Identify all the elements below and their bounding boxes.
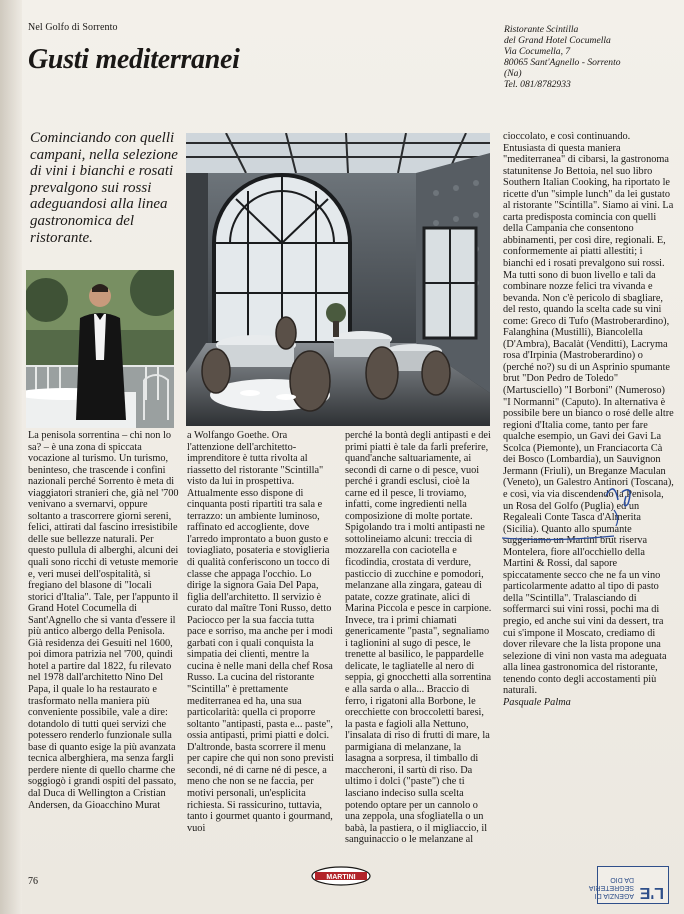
logo-text: MARTINI: [326, 874, 356, 881]
page-edge-shadow: [0, 0, 22, 914]
address-line: Ristorante Scintilla: [504, 24, 579, 35]
address-line: 80065 Sant'Agnello - Sorrento: [504, 57, 621, 68]
intro-pullquote: Cominciando con quelli campani, nella selezione di vini i bianchi e rosati prevalgono sui rossi adeguandosi alla linea gastronomica del ristorante.: [30, 130, 178, 246]
pen-annotation: [494, 440, 684, 550]
restaurant-address: [504, 24, 676, 90]
maitre-illustration: [26, 270, 174, 428]
stamp-caption: AGENZIA DI SEGRETERIA DA DIO: [589, 876, 634, 899]
restaurant-interior-photo: [186, 133, 490, 426]
maitre-photo: [26, 270, 174, 428]
author-signature: Pasquale Palma: [503, 696, 571, 708]
interior-illustration: [186, 133, 490, 426]
headline: Gusti mediterranei: [28, 44, 240, 75]
section-label: Nel Golfo di Sorrento: [28, 22, 118, 33]
address-line: Tel. 081/8782933: [504, 79, 571, 90]
martini-logo: [311, 866, 371, 886]
agency-stamp: [589, 866, 669, 904]
address-line: (Na): [504, 68, 522, 79]
stamp-mark: L'E: [639, 884, 664, 901]
article-column-3: perché la bontà degli antipasti e dei primi piatti è tale da farli preferire, quand'anche saltuariamente, ai secondi di carne o di pesce, vuoi perché i grandi esclusi, cioè la carne ed il pesce, li troviamo, infatti, come ingredienti nella composizione di molte portate. Spigolando tra i molti antipasti ne sottolineiamo alcuni: treccia di mozzarella con caciotella e ficodindia, crostata di verdure, pasticcio di zucchine e pomodori, melanzane alla zingara, gateau di patate, cozze gratinate, alici di Marina Piccola e pesce in carpione. Invece, tra i primi chiamati genericamente "pasta", segnaliamo i taglionini al sugo di pesce, le trenette al basilico, le pappardelle delicate, le tagliatelle al nero di seppia, gi gnocchetti alla sorrentina e alla sarda o alla... Braccio di ferro, i rigatoni alla Borbone, le orecchiette con broccoletti baresi, la pasta e fagioli alla Nettuno, l'insalata di riso di frutti di mare, la parmigiana di melanzane, la lasagna a sorpresa, il timballo di maccheroni, il sartù di riso. Da ultimo i dolci ("paste") che ti lasciano indeciso sulla scelta potendo optare per un cannolo o una zeppola, una sfogliatella o un babà, la pastiera, o il migliaccio, il sanguinaccio o le melanzane al: [345, 430, 492, 846]
address-line: del Grand Hotel Cocumella: [504, 35, 611, 46]
article-column-1: La penisola sorrentina – chi non lo sa? – è una zona di spiccata vocazione al turismo. Un turismo, beninteso, che trascende i confini nazionali perché Sorrento è meta di viaggiatori stranieri che, già nel '700 venivano a svernarvi, oppure soltanto a trascorrere giorni sereni, felici, attirati dal fascino irresistibile delle sue bellezze naturali. Per questo pullula di alberghi, alcuni dei quali sono ricchi di vetuste memorie e, veri musei dell'ospitalità, si fregiano del blasone di "locali storici d'Italia". Tale, per l'appunto il Grand Hotel Cocumella di Sant'Agnello che si vanta d'essere il più antico albergo della Penisola. Già residenza dei Gesuiti nel 1600, poi dimora patrizia nel '700, quindi hotel a partire dal 1822, fu rilevato nel 1978 dall'architetto Nino Del Papa, il quale lo ha restaurato e trasformato nella maniera più conveniente possibile, vale a dire: dotandolo di tutti quei servizi che potessero renderlo funzionale sulla base di quanto esige la più avanzata tecnica alberghiera, ma senza fargli perdere niente di quello charme che soggiogò i grandi ospiti del passato, dal Duca di Wellington a Cristian Andersen, da Gioacchino Murat: [28, 430, 179, 811]
address-line: Via Cocumella, 7: [504, 46, 571, 57]
article-column-4: [503, 131, 675, 708]
column-4-text: cioccolato, e così continuando. Entusiasta di questa maniera "mediterranea" di cibarsi, la gastronoma statunitense Jo Bettoia, nel suo libro Southern Italian Cooking, ha riportato le ricette d'un "simple lunch" da lei gustato al ristorante "Scintilla". Siamo ai vini. La carta predisposta comincia con quelli della Campania che consentono abbinamenti, per così dire, regionali. E, conformemente ai piatti allestiti; i bianchi ed i rosati prevalgono sui rossi. Ma tutti sono di buon livello e tali da combinare nozze felici tra vivanda e bevanda. Non c'è pericolo di sbagliare, del resto, quando la scelta cade su vini come: Greco di Tufo (Mastroberardino), Falanghina (Mustilli), Biancolella (D'Ambra), Bacalàt (Venditti), Lacryma rosa d'Irpinia (Mastroberardino) o (perché no?) su di un Asprinio spumante brut "Don Pedro de Toledo" (Martusciello) "I Borboni" (Numeroso) "I Normanni" (Caputo). In alternativa è possibile bere un bianco o rosé delle altre regioni d'Italia come, tanto per fare qualche esempio, un Gavi dei Gavi La Scolca (Piemonte), un Franciacorta Cà dei Bosco (Lombardia), un Sauvignon Jermann (Friuli), un Breganze Maculan (Veneto), un Galestro Antinori (Toscana), e così, via via discendendo la Penisola, un Rosa del Golfo (Puglia) ed un Regaleali Conte Tasca d'Almerita (Sicilia). Quanto allo spumante suggeriamo un Martini brut riserva Montelera, fiore all'occhiello della Martini & Rossi, dal sapore spiccatamente secco che ne fa un vino particolarmente adatto al tipo di pasto della "Scintilla". Tralasciando di soffermarci sui vini rossi, pochi ma di pregio, ed anche sui vini da dessert, tra cui s'impone il Moscato, crediamo di dover rilevare che la lista propone una selezione di vini non vasta ma adeguata alla linea gastronomica del ristorante, tenendo conto degli accostamenti più naturali.: [503, 131, 674, 697]
page-number: 76: [28, 876, 38, 887]
article-column-2: a Wolfango Goethe. Ora l'attenzione dell'architetto-imprenditore è tutta rivolta al riassetto del ristorante "Scintilla" visto da lui in prospettiva. Attualmente esso dispone di cinquanta posti ripartiti tra sala e terrazzo: un ambiente luminoso, raffinato ed accogliente, dove l'arredo improntato a buon gusto e toviagliato, posateria e stoviglieria di qualità conferiscono un tocco di classe che appaga l'occhio. Lo dirige la signora Gaia Del Papa, figlia dell'architetto. Il servizio è curato dal maître Toni Russo, detto Paciocco per la sua faccia tutta pace e sorriso, ma anche per i modi garbati con i quali conquista la simpatia dei clienti, mentre la cucina è nelle mani della chef Rosa Russo. La cucina del ristorante "Scintilla" è prettamente mediterranea ed ha, una sua particolarità: quella ci proporre soltanto "antipasti, pasta e... paste", ossia antipasti, primi piatti e dolci. D'altronde, basta scorrere il menu per capire che qui non sono previsti secondi, né di carne né di pesce, a meno che non se ne faccia, per motivi personali, un'esplicita richiesta. Si rassicurino, tuttavia, tanto i gourmet quanto i gourmand, vuoi: [187, 430, 334, 834]
